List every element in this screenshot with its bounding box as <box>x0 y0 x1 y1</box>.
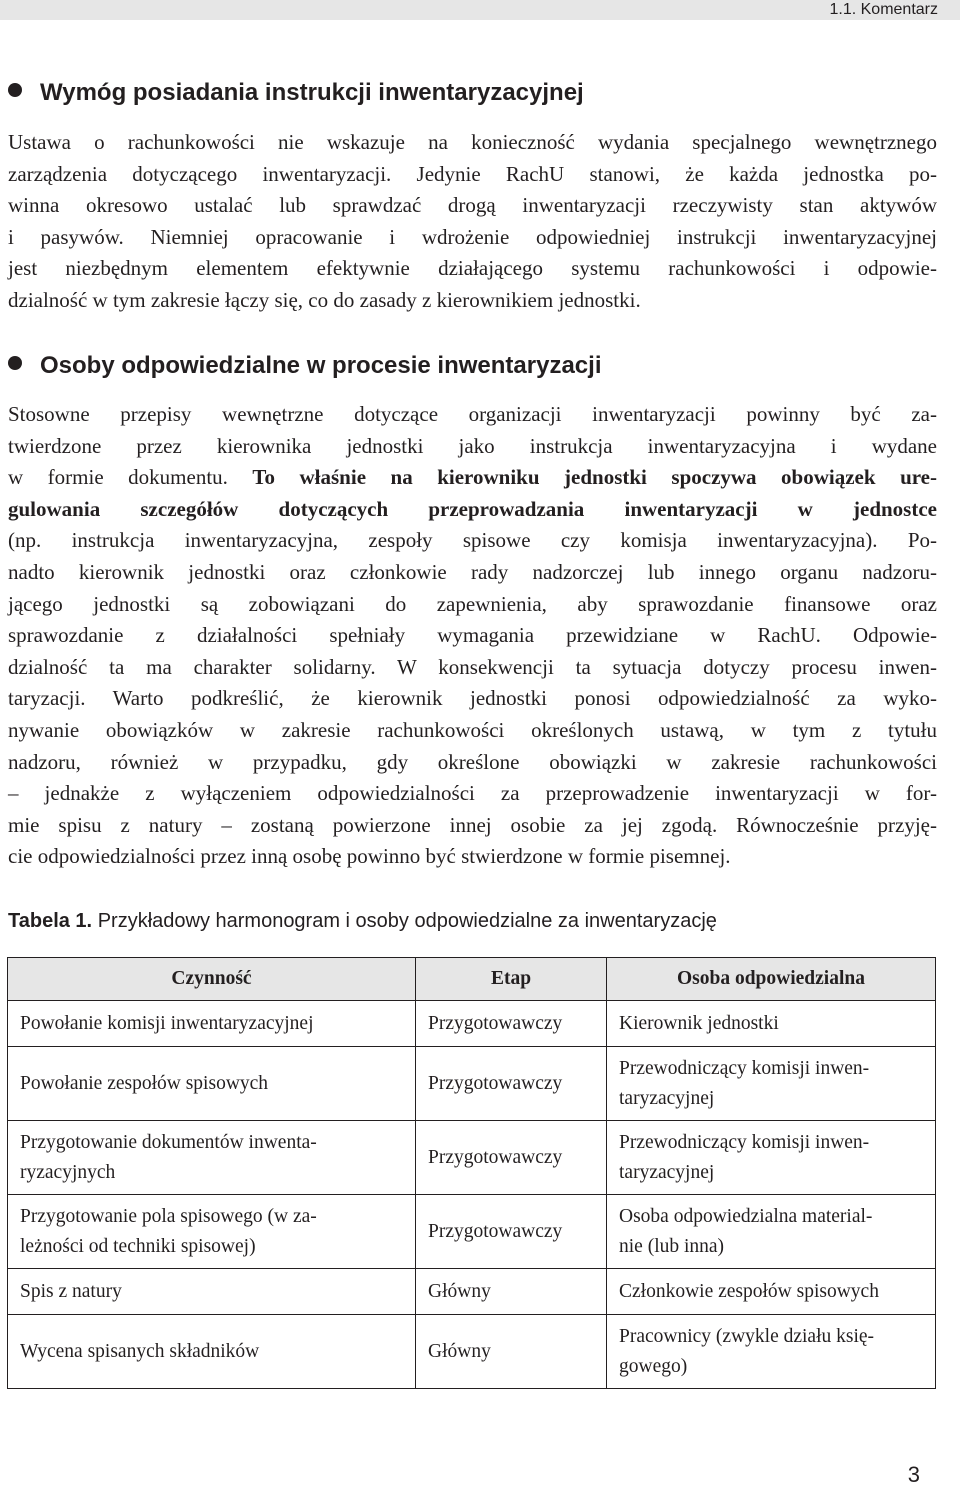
cell-activity: Spis z natury <box>8 1269 416 1315</box>
table-row <box>8 1047 936 1121</box>
paragraph-line: nywanie obowiązków w zakresie rachunkowości określonych ustawą, w tym z tytułu <box>8 717 937 742</box>
section-heading-1 <box>8 79 584 107</box>
column-header-activity: Czynność <box>8 958 416 1001</box>
column-header-responsible: Osoba odpowiedzialna <box>607 958 936 1001</box>
cell-responsible: Przewodniczący komisji inwen- taryzacyjnej <box>607 1121 936 1195</box>
paragraph-line: Stosowne przepisy wewnętrzne dotyczące organizacji inwentaryzacji powinny być za- <box>8 402 937 426</box>
cell-responsible: Pracownicy (zwykle działu księ- gowego) <box>607 1315 936 1389</box>
section-2-paragraph <box>8 399 937 873</box>
running-header: 1.1. Komentarz <box>829 1 938 18</box>
cell-stage: Przygotowawczy <box>416 1001 607 1047</box>
table-caption-text: Przykładowy harmonogram i osoby odpowiedzialne za inwentaryzację <box>97 910 717 932</box>
paragraph-line: winna okresowo ustalać lub sprawdzać drogą inwentaryzacji rzeczywisty stan aktywów <box>8 193 937 218</box>
paragraph-line: twierdzone przez kierownika jednostki jako instrukcja inwentaryzacyjna i wydane <box>8 433 937 458</box>
paragraph-line: sprawozdanie z działalności spełniały wymagania przewidziane w RachU. Odpowie- <box>8 623 937 648</box>
paragraph-line: dzialność w tym zakresie łączy się, co do zasady z kierownikiem jednostki. <box>8 287 641 312</box>
table-row <box>8 1269 936 1315</box>
emphasis-text: To właśnie na kierowniku jednostki spoczywa obowiązek ure- <box>252 465 937 490</box>
section-heading-2 <box>8 352 601 380</box>
paragraph-line: cie odpowiedzialności przez inną osobę powinno być stwierdzone w formie pisemnej. <box>8 844 731 869</box>
paragraph-line: jest niezbędnym elementem efektywnie działającego systemu rachunkowości i odpowie- <box>8 256 937 281</box>
cell-stage: Przygotowawczy <box>416 1121 607 1195</box>
cell-responsible: Przewodniczący komisji inwen- taryzacyjnej <box>607 1047 936 1121</box>
table-row <box>8 1195 936 1269</box>
section-1-paragraph <box>8 127 937 317</box>
cell-stage: Przygotowawczy <box>416 1047 607 1121</box>
paragraph-line <box>8 462 937 494</box>
paragraph-line: zarządzenia dotyczącego inwentaryzacji. Jedynie RachU stanowi, że każda jednostka po- <box>8 161 937 186</box>
emphasis-text: gulowania szczegółów dotyczących przeprowadzania inwentaryzacji w jednostce <box>8 496 937 521</box>
table-row <box>8 1001 936 1047</box>
cell-activity: Przygotowanie pola spisowego (w za- leżności od techniki spisowej) <box>8 1195 416 1269</box>
cell-responsible: Kierownik jednostki <box>607 1001 936 1047</box>
paragraph-line: dzialność ta ma charakter solidarny. W konsekwencji ta sytuacja dotyczy procesu inwen- <box>8 654 937 679</box>
column-header-stage: Etap <box>416 958 607 1001</box>
cell-responsible: Członkowie zespołów spisowych <box>607 1269 936 1315</box>
paragraph-line: i pasywów. Niemniej opracowanie i wdrożenie odpowiedniej instrukcji inwentaryzacyjnej <box>8 224 937 249</box>
paragraph-line: jącego jednostki są zobowiązani do zapewnienia, aby sprawozdanie finansowe oraz <box>8 591 937 616</box>
bullet-icon <box>8 83 22 97</box>
cell-stage: Główny <box>416 1315 607 1389</box>
table-row <box>8 1315 936 1389</box>
section-heading-2-text: Osoby odpowiedzialne w procesie inwentaryzacji <box>40 352 602 379</box>
section-heading-1-text: Wymóg posiadania instrukcji inwentaryzacyjnej <box>40 79 584 106</box>
paragraph-line: Ustawa o rachunkowości nie wskazuje na konieczność wydania specjalnego wewnętrznego <box>8 130 937 154</box>
paragraph-line: – jednakże z wyłączeniem odpowiedzialności za przeprowadzenie inwentaryzacji w for- <box>8 781 937 806</box>
paragraph-line: taryzacji. Warto podkreślić, że kierownik jednostki ponosi odpowiedzialność za wyko- <box>8 686 937 711</box>
cell-responsible: Osoba odpowiedzialna material- nie (lub inna) <box>607 1195 936 1269</box>
cell-activity: Powołanie komisji inwentaryzacyjnej <box>8 1001 416 1047</box>
paragraph-line: mie spisu z natury – zostaną powierzone innej osobie za jej zgodą. Równocześnie przyję- <box>8 812 937 837</box>
bullet-icon <box>8 356 22 370</box>
table-caption <box>8 910 717 933</box>
table-caption-label: Tabela 1. <box>8 910 93 932</box>
cell-stage: Główny <box>416 1269 607 1315</box>
plain-text: w formie dokumentu. <box>8 465 228 490</box>
paragraph-line: (np. instrukcja inwentaryzacyjna, zespoły spisowe czy komisja inwentaryzacyjna). Po- <box>8 528 937 553</box>
cell-stage: Przygotowawczy <box>416 1195 607 1269</box>
cell-activity: Powołanie zespołów spisowych <box>8 1047 416 1121</box>
cell-activity: Przygotowanie dokumentów inwenta- ryzacyjnych <box>8 1121 416 1195</box>
paragraph-line: nadzoru, również w przypadku, gdy określone obowiązki w zakresie rachunkowości <box>8 749 937 774</box>
schedule-table <box>7 957 936 1389</box>
table-row <box>8 1121 936 1195</box>
running-header-band <box>0 0 960 20</box>
paragraph-line: nadto kierownik jednostki oraz członkowie rady nadzorczej lub innego organu nadzoru- <box>8 559 937 584</box>
paragraph-line <box>8 494 937 526</box>
table-header-row <box>8 958 936 1001</box>
page-number: 3 <box>907 1462 920 1487</box>
cell-activity: Wycena spisanych składników <box>8 1315 416 1389</box>
